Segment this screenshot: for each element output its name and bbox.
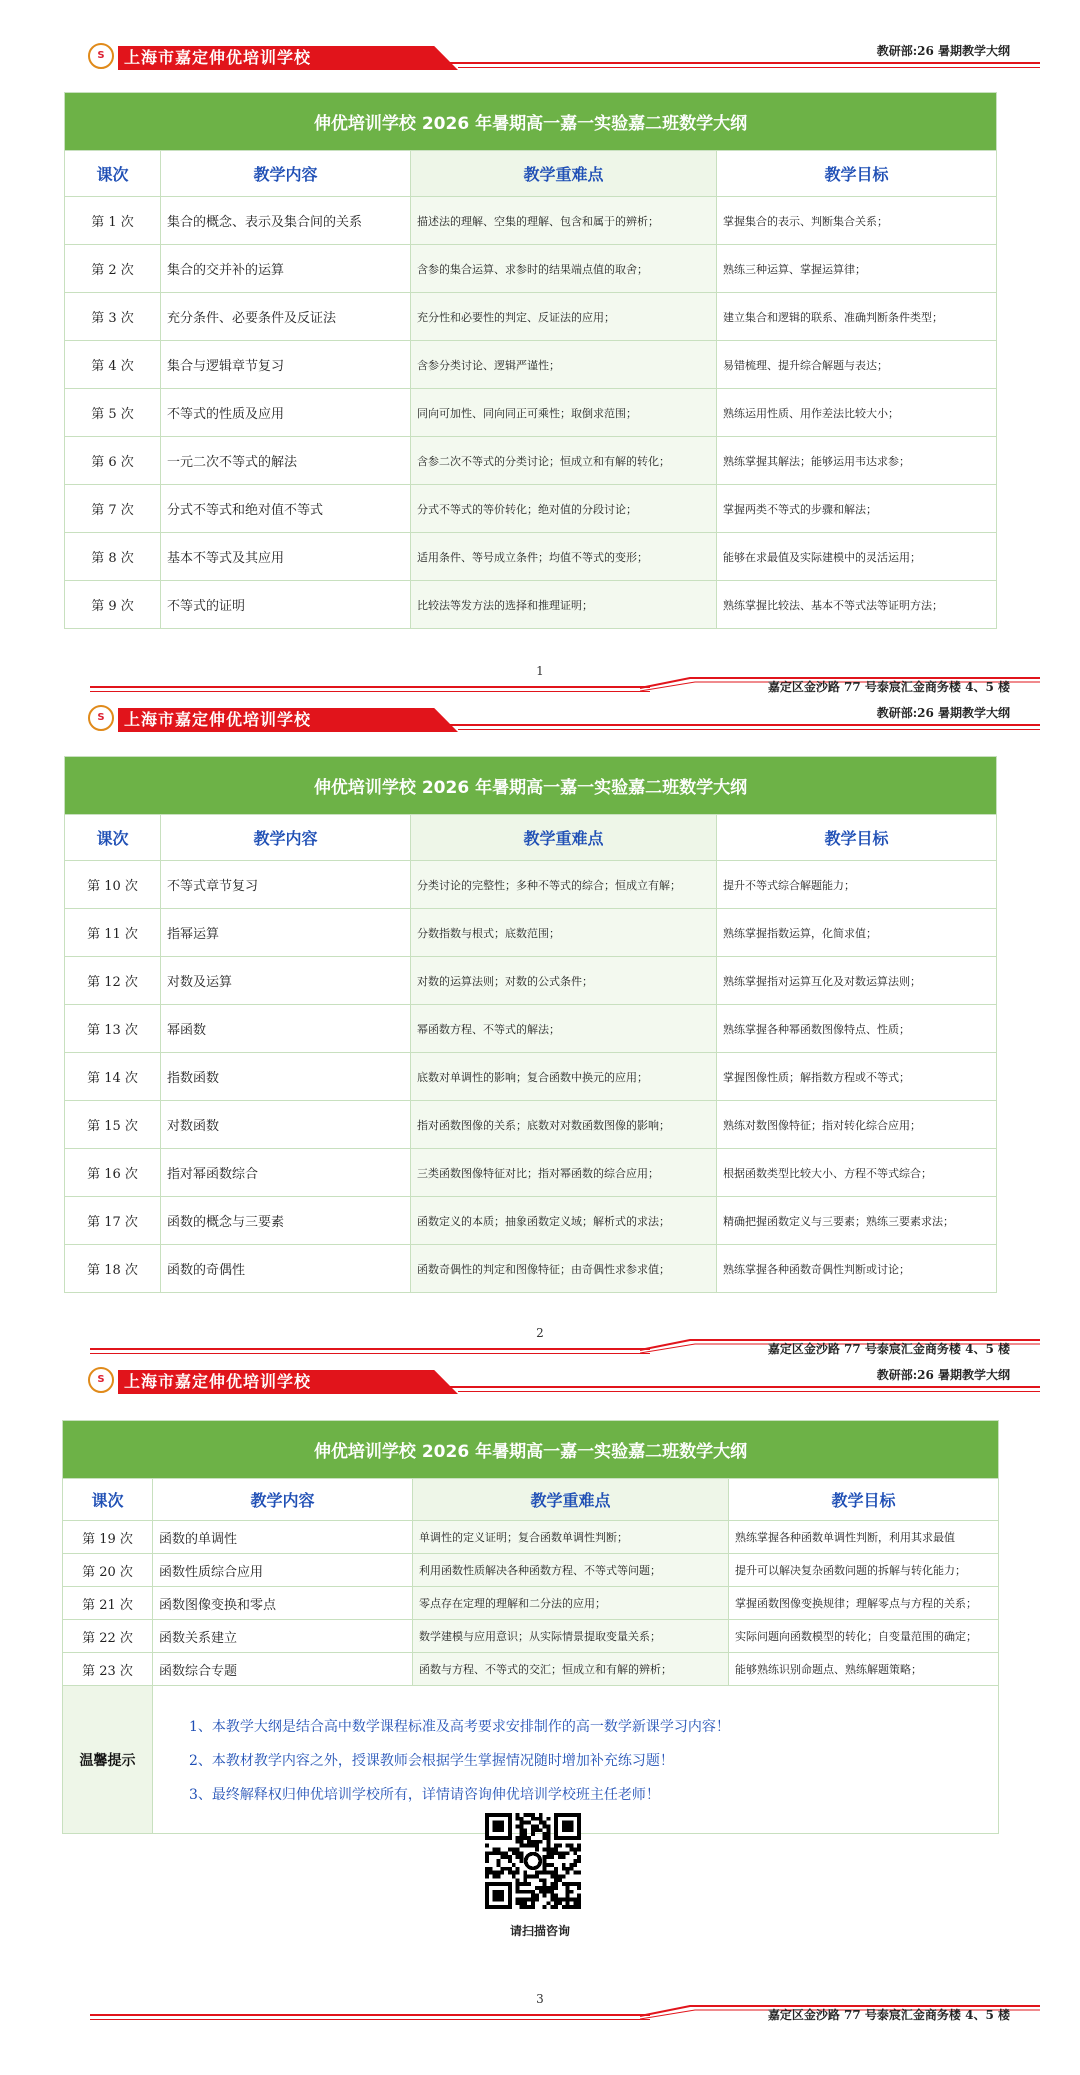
- row-goals: 能够熟练识别命题点、熟练解题策略；: [729, 1653, 999, 1686]
- row-content: 指对幂函数综合: [161, 1149, 411, 1197]
- table-row: [63, 1521, 999, 1554]
- school-logo-icon: S: [88, 43, 114, 69]
- row-keypoints: 幂函数方程、不等式的解法；: [411, 1005, 717, 1053]
- col-header-content: 教学内容: [161, 151, 411, 197]
- row-keypoints: 指对函数图像的关系；底数对对数函数图像的影响；: [411, 1101, 717, 1149]
- row-content: 一元二次不等式的解法: [161, 437, 411, 485]
- table-row: [65, 1101, 997, 1149]
- row-content: 对数函数: [161, 1101, 411, 1149]
- col-header-session: 课次: [65, 815, 161, 861]
- table-title: 伸优培训学校 2026 年暑期高一嘉一实验嘉二班数学大纲: [63, 1421, 999, 1479]
- col-header-session: 课次: [65, 151, 161, 197]
- syllabus-table-1: [64, 92, 997, 629]
- row-content: 函数的单调性: [153, 1521, 413, 1554]
- table-row: [63, 1587, 999, 1620]
- row-goals: 掌握集合的表示、判断集合关系；: [717, 197, 997, 245]
- table-row: [65, 533, 997, 581]
- footer-address: 嘉定区金沙路 77 号泰宸汇金商务楼 4、5 楼: [767, 680, 1010, 694]
- tip-item: 3、最终解释权归伸优培训学校所有，详情请咨询伸优培训学校班主任老师！: [189, 1786, 660, 1803]
- page-number: 2: [536, 1326, 544, 1340]
- row-session: 第 23 次: [63, 1653, 153, 1686]
- col-header-content: 教学内容: [161, 815, 411, 861]
- row-content: 函数的奇偶性: [161, 1245, 411, 1293]
- col-header-session: 课次: [63, 1479, 153, 1521]
- row-keypoints: 单调性的定义证明；复合函数单调性判断；: [413, 1521, 729, 1554]
- row-goals: 掌握图像性质；解指数方程或不等式；: [717, 1053, 997, 1101]
- row-goals: 熟练掌握各种幂函数图像特点、性质；: [717, 1005, 997, 1053]
- header-divider: [440, 724, 1040, 726]
- row-session: 第 14 次: [65, 1053, 161, 1101]
- row-content: 幂函数: [161, 1005, 411, 1053]
- table-title: 伸优培训学校 2026 年暑期高一嘉一实验嘉二班数学大纲: [65, 757, 997, 815]
- page-number: 3: [536, 1992, 544, 2006]
- row-keypoints: 分类讨论的完整性；多种不等式的综合；恒成立有解；: [411, 861, 717, 909]
- col-header-goals: 教学目标: [717, 151, 997, 197]
- header-dept: 教研部:26 暑期教学大纲: [876, 706, 1010, 720]
- row-content: 集合的概念、表示及集合间的关系: [161, 197, 411, 245]
- row-session: 第 4 次: [65, 341, 161, 389]
- page-header: [0, 702, 1080, 742]
- col-header-keypoints: 教学重难点: [411, 815, 717, 861]
- row-goals: 提升不等式综合解题能力；: [717, 861, 997, 909]
- row-goals: 熟练对数图像特征；指对转化综合应用；: [717, 1101, 997, 1149]
- row-session: 第 19 次: [63, 1521, 153, 1554]
- row-content: 对数及运算: [161, 957, 411, 1005]
- wechat-qr-code-icon[interactable]: [485, 1813, 581, 1909]
- row-keypoints: 分数指数与根式；底数范围；: [411, 909, 717, 957]
- table-row: [65, 245, 997, 293]
- header-dept: 教研部:26 暑期教学大纲: [876, 1368, 1010, 1382]
- footer-address: 嘉定区金沙路 77 号泰宸汇金商务楼 4、5 楼: [767, 2008, 1010, 2022]
- row-content: 函数性质综合应用: [153, 1554, 413, 1587]
- row-session: 第 1 次: [65, 197, 161, 245]
- row-goals: 熟练掌握各种函数单调性判断，利用其求最值: [729, 1521, 999, 1554]
- table-title: 伸优培训学校 2026 年暑期高一嘉一实验嘉二班数学大纲: [65, 93, 997, 151]
- school-name: 上海市嘉定伸优培训学校: [124, 48, 312, 67]
- row-goals: 提升可以解决复杂函数问题的拆解与转化能力；: [729, 1554, 999, 1587]
- row-content: 集合的交并补的运算: [161, 245, 411, 293]
- row-session: 第 18 次: [65, 1245, 161, 1293]
- table-row: [65, 293, 997, 341]
- row-goals: 建立集合和逻辑的联系、准确判断条件类型；: [717, 293, 997, 341]
- row-session: 第 21 次: [63, 1587, 153, 1620]
- row-session: 第 11 次: [65, 909, 161, 957]
- school-logo-icon: S: [88, 1367, 114, 1393]
- row-goals: 掌握两类不等式的步骤和解法；: [717, 485, 997, 533]
- row-session: 第 10 次: [65, 861, 161, 909]
- row-keypoints: 含参二次不等式的分类讨论；恒成立和有解的转化；: [411, 437, 717, 485]
- page-number: 1: [536, 664, 544, 678]
- table-row: [65, 909, 997, 957]
- row-keypoints: 含参分类讨论、逻辑严谨性；: [411, 341, 717, 389]
- row-session: 第 7 次: [65, 485, 161, 533]
- footer-address: 嘉定区金沙路 77 号泰宸汇金商务楼 4、5 楼: [767, 1342, 1010, 1356]
- row-content: 指数函数: [161, 1053, 411, 1101]
- row-content: 函数图像变换和零点: [153, 1587, 413, 1620]
- row-session: 第 12 次: [65, 957, 161, 1005]
- row-keypoints: 数学建模与应用意识；从实际情景提取变量关系；: [413, 1620, 729, 1653]
- school-name: 上海市嘉定伸优培训学校: [124, 710, 312, 729]
- row-session: 第 3 次: [65, 293, 161, 341]
- row-keypoints: 同向可加性、同向同正可乘性；取倒求范围；: [411, 389, 717, 437]
- header-divider-thin: [458, 67, 1040, 68]
- row-goals: 掌握函数图像变换规律；理解零点与方程的关系；: [729, 1587, 999, 1620]
- row-session: 第 13 次: [65, 1005, 161, 1053]
- footer-divider-thin: [90, 1353, 650, 1354]
- row-content: 分式不等式和绝对值不等式: [161, 485, 411, 533]
- row-keypoints: 描述法的理解、空集的理解、包含和属于的辨析；: [411, 197, 717, 245]
- table-row: [65, 1197, 997, 1245]
- row-keypoints: 函数与方程、不等式的交汇；恒成立和有解的辨析；: [413, 1653, 729, 1686]
- row-goals: 熟练掌握比较法、基本不等式法等证明方法；: [717, 581, 997, 629]
- table-row: [63, 1620, 999, 1653]
- row-goals: 实际问题向函数模型的转化；自变量范围的确定；: [729, 1620, 999, 1653]
- footer-divider: [90, 2014, 650, 2016]
- header-divider: [440, 1386, 1040, 1388]
- row-content: 基本不等式及其应用: [161, 533, 411, 581]
- footer-divider: [90, 1348, 650, 1350]
- row-goals: 熟练掌握指数运算，化简求值；: [717, 909, 997, 957]
- row-keypoints: 零点存在定理的理解和二分法的应用；: [413, 1587, 729, 1620]
- tips-label: 温馨提示: [63, 1686, 153, 1834]
- row-session: 第 20 次: [63, 1554, 153, 1587]
- row-session: 第 22 次: [63, 1620, 153, 1653]
- header-divider-thin: [458, 1391, 1040, 1392]
- row-content: 不等式章节复习: [161, 861, 411, 909]
- header-dept: 教研部:26 暑期教学大纲: [876, 44, 1010, 58]
- table-row: [65, 861, 997, 909]
- page-footer: [0, 1992, 1080, 2032]
- row-content: 函数综合专题: [153, 1653, 413, 1686]
- row-keypoints: 利用函数性质解决各种函数方程、不等式等问题；: [413, 1554, 729, 1587]
- col-header-content: 教学内容: [153, 1479, 413, 1521]
- row-goals: 熟练掌握指对运算互化及对数运算法则；: [717, 957, 997, 1005]
- row-keypoints: 函数定义的本质；抽象函数定义域；解析式的求法；: [411, 1197, 717, 1245]
- table-row: [63, 1653, 999, 1686]
- table-row: [65, 341, 997, 389]
- page-footer: [0, 664, 1080, 704]
- row-keypoints: 充分性和必要性的判定、反证法的应用；: [411, 293, 717, 341]
- table-row: [65, 1245, 997, 1293]
- table-row: [65, 581, 997, 629]
- row-content: 函数关系建立: [153, 1620, 413, 1653]
- row-content: 不等式的证明: [161, 581, 411, 629]
- row-goals: 精确把握函数定义与三要素；熟练三要素求法；: [717, 1197, 997, 1245]
- row-session: 第 15 次: [65, 1101, 161, 1149]
- footer-divider: [90, 686, 650, 688]
- table-row: [65, 197, 997, 245]
- row-keypoints: 底数对单调性的影响；复合函数中换元的应用；: [411, 1053, 717, 1101]
- table-row: [65, 1149, 997, 1197]
- row-goals: 熟练掌握其解法；能够运用韦达求参；: [717, 437, 997, 485]
- row-keypoints: 含参的集合运算、求参时的结果端点值的取舍；: [411, 245, 717, 293]
- page-header: [0, 1364, 1080, 1404]
- syllabus-table-3: [62, 1420, 999, 1834]
- table-row: [65, 1005, 997, 1053]
- row-content: 函数的概念与三要素: [161, 1197, 411, 1245]
- row-keypoints: 函数奇偶性的判定和图像特征；由奇偶性求参求值；: [411, 1245, 717, 1293]
- row-goals: 熟练掌握各种函数奇偶性判断或讨论；: [717, 1245, 997, 1293]
- row-session: 第 16 次: [65, 1149, 161, 1197]
- row-keypoints: 适用条件、等号成立条件；均值不等式的变形；: [411, 533, 717, 581]
- row-goals: 熟练运用性质、用作差法比较大小；: [717, 389, 997, 437]
- row-session: 第 6 次: [65, 437, 161, 485]
- row-goals: 易错梳理、提升综合解题与表达；: [717, 341, 997, 389]
- row-session: 第 2 次: [65, 245, 161, 293]
- row-content: 充分条件、必要条件及反证法: [161, 293, 411, 341]
- table-row: [65, 1053, 997, 1101]
- footer-divider-thin: [90, 2019, 650, 2020]
- row-session: 第 17 次: [65, 1197, 161, 1245]
- table-row: [65, 437, 997, 485]
- tip-item: 2、本教材教学内容之外，授课教师会根据学生掌握情况随时增加补充练习题！: [189, 1752, 674, 1769]
- page-header: [0, 40, 1080, 80]
- col-header-keypoints: 教学重难点: [413, 1479, 729, 1521]
- col-header-goals: 教学目标: [717, 815, 997, 861]
- tips-box: [153, 1686, 999, 1834]
- tip-item: 1、本教学大纲是结合高中数学课程标准及高考要求安排制作的高一数学新课学习内容！: [189, 1718, 730, 1735]
- row-keypoints: 对数的运算法则；对数的公式条件；: [411, 957, 717, 1005]
- row-keypoints: 三类函数图像特征对比；指对幂函数的综合应用；: [411, 1149, 717, 1197]
- table-row: [65, 389, 997, 437]
- row-keypoints: 分式不等式的等价转化；绝对值的分段讨论；: [411, 485, 717, 533]
- col-header-keypoints: 教学重难点: [411, 151, 717, 197]
- header-divider: [440, 62, 1040, 64]
- table-row: [63, 1554, 999, 1587]
- row-session: 第 9 次: [65, 581, 161, 629]
- row-session: 第 5 次: [65, 389, 161, 437]
- qr-caption: 请扫描咨询: [509, 1924, 570, 1938]
- syllabus-table-2: [64, 756, 997, 1293]
- table-row: [65, 485, 997, 533]
- school-name: 上海市嘉定伸优培训学校: [124, 1372, 312, 1391]
- footer-divider-thin: [90, 691, 650, 692]
- header-divider-thin: [458, 729, 1040, 730]
- school-logo-icon: S: [88, 705, 114, 731]
- row-content: 集合与逻辑章节复习: [161, 341, 411, 389]
- row-goals: 根据函数类型比较大小、方程不等式综合；: [717, 1149, 997, 1197]
- page-footer: [0, 1326, 1080, 1366]
- row-content: 不等式的性质及应用: [161, 389, 411, 437]
- row-content: 指幂运算: [161, 909, 411, 957]
- row-goals: 能够在求最值及实际建模中的灵活运用；: [717, 533, 997, 581]
- table-row: [65, 957, 997, 1005]
- row-keypoints: 比较法等发方法的选择和推理证明；: [411, 581, 717, 629]
- row-goals: 熟练三种运算、掌握运算律；: [717, 245, 997, 293]
- row-session: 第 8 次: [65, 533, 161, 581]
- col-header-goals: 教学目标: [729, 1479, 999, 1521]
